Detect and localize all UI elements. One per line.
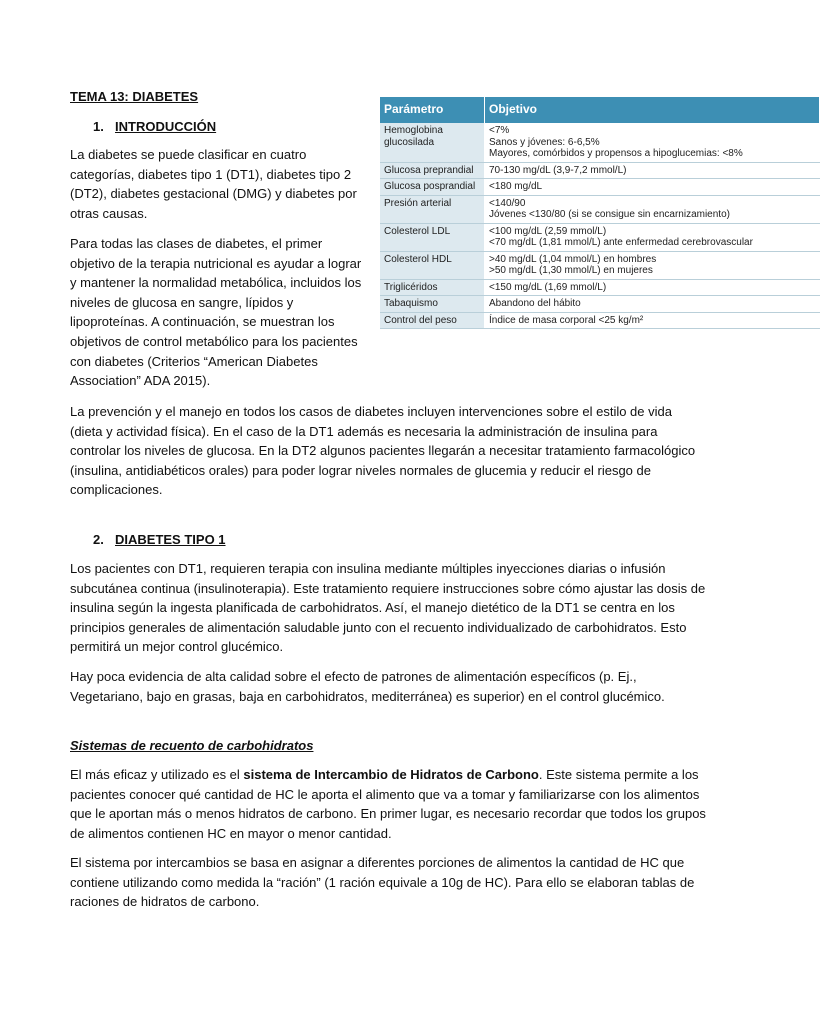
objective-cell — [485, 123, 820, 162]
param-cell — [380, 195, 485, 223]
carb-p1-pre: El más eficaz y utilizado es el — [70, 767, 244, 782]
document-title: TEMA 13: DIABETES — [70, 89, 199, 104]
carb-p1-bold: sistema de Intercambio de Hidratos de Carbono — [243, 767, 539, 782]
table-row — [380, 312, 820, 329]
param-cell — [380, 162, 485, 179]
table-header-param: Parámetro — [380, 97, 485, 123]
intro-paragraph-1: La diabetes se puede clasificar en cuatro categorías, diabetes tipo 1 (DT1), diabetes tipo 2 (DT2), diabetes gestacional (DMG) y diabetes por otras causas. — [70, 147, 357, 221]
objective-line: 70-130 mg/dL (3,9-7,2 mmol/L) — [489, 164, 627, 176]
objective-line: <100 mg/dL (2,59 mmol/L) — [489, 225, 607, 237]
dt1-paragraph-1: Los pacientes con DT1, requieren terapia con insulina mediante múltiples inyecciones diarias o infusión subcutánea continua (insulinoterapia). Este tratamiento requiere instrucciones sobre cómo ajustar las dosis de insulina según la ingesta planificada de carbohidratos. Así, el manejo dietético de la DT1 se centra en los principios generales de alimentación saludable junto con el recuento individualizado de carbohidratos. Esto permitirá un mejor control glucémico. — [70, 561, 706, 655]
subheading-carb-counting: Sistemas de recuento de carbohidratos — [70, 738, 314, 753]
table-header-objective: Objetivo — [485, 97, 820, 123]
table-row — [380, 223, 820, 251]
objective-cell — [485, 312, 820, 329]
objective-line: Sanos y jóvenes: 6-6,5% — [489, 136, 600, 148]
param-line: Glucosa preprandial — [384, 164, 474, 176]
param-cell — [380, 279, 485, 296]
objective-line: Abandono del hábito — [489, 298, 581, 309]
section-2-heading — [93, 530, 226, 550]
intro-paragraph-2: Para todas las clases de diabetes, el primer objetivo de la terapia nutricional es ayudar a lograr y mantener la normalidad metabólica, incluidos los niveles de glucosa en sangre, lípidos y lipoproteínas. A continuación, se muestran los objetivos de control metabólico para los pacientes con diabetes (Criterios “American Diabetes Association” ADA 2015). — [70, 236, 362, 389]
param-line: Presión arterial — [384, 197, 452, 209]
objective-cell — [485, 179, 820, 196]
objective-cell — [485, 279, 820, 296]
param-line: Tabaquismo — [384, 298, 438, 309]
table-row — [380, 123, 820, 162]
param-line: Triglicéridos — [384, 281, 438, 293]
section-number: 1. — [93, 119, 104, 134]
param-line: Hemoglobina — [384, 125, 443, 136]
objective-line: Mayores, comórbidos y propensos a hipoglucemias: <8% — [489, 148, 743, 159]
section-title: DIABETES TIPO 1 — [115, 532, 226, 547]
param-cell — [380, 251, 485, 279]
param-line: Glucosa posprandial — [384, 181, 476, 192]
objective-cell — [485, 296, 820, 313]
carb-p1-post: . Este sistema permite a los pacientes conocer qué cantidad de HC le aporta el alimento que va a tomar y familiarizarse con los alimentos que le aportan más o menos hidratos de carbono. En primer lugar, es necesario recordar que todos los grupos de alimentos contienen HC en mayor o menor cantidad. — [70, 767, 706, 841]
param-line: glucosilada — [384, 136, 435, 148]
carb-paragraph-1 — [70, 765, 706, 843]
objective-line: Jóvenes <130/80 (si se consigue sin encarnizamiento) — [489, 209, 730, 220]
table-row — [380, 279, 820, 296]
param-line: Colesterol LDL — [384, 225, 451, 237]
param-line: Control del peso — [384, 314, 457, 326]
objective-line: <150 mg/dL (1,69 mmol/L) — [489, 281, 607, 293]
objective-cell — [485, 162, 820, 179]
dt1-paragraph-2: Hay poca evidencia de alta calidad sobre el efecto de patrones de alimentación específicos (p. Ej., Vegetariano, bajo en grasas, baja en carbohidratos, mediterránea) es superior) en el control glucémico. — [70, 669, 665, 704]
param-cell — [380, 123, 485, 162]
table-row — [380, 162, 820, 179]
param-line: Colesterol HDL — [384, 253, 452, 265]
objective-cell — [485, 251, 820, 279]
objective-line: >40 mg/dL (1,04 mmol/L) en hombres — [489, 253, 657, 265]
param-cell — [380, 312, 485, 329]
table-row — [380, 251, 820, 279]
param-cell — [380, 223, 485, 251]
table-row — [380, 296, 820, 313]
targets-table — [380, 97, 820, 329]
param-cell — [380, 179, 485, 196]
param-cell — [380, 296, 485, 313]
table-row — [380, 195, 820, 223]
objective-line: >50 mg/dL (1,30 mmol/L) en mujeres — [489, 265, 653, 276]
objective-line: Índice de masa corporal <25 kg/m² — [489, 314, 644, 326]
objective-cell — [485, 195, 820, 223]
objective-line: <70 mg/dL (1,81 mmol/L) ante enfermedad cerebrovascular — [489, 237, 753, 248]
objective-line: <7% — [489, 125, 510, 136]
objective-line: <180 mg/dL — [489, 181, 543, 192]
intro-paragraph-3: La prevención y el manejo en todos los casos de diabetes incluyen intervenciones sobre el estilo de vida (dieta y actividad física). En el caso de la DT1 además es necesaria la administración de insulina para controlar los niveles de glucosa. En la DT2 algunos pacientes llegarán a necesitar tratamiento farmacológico (insulina, antidiabéticos orales) para poder lograr niveles normales de glucemia y reducir el riesgo de complicaciones. — [70, 404, 696, 498]
metabolic-targets-table — [380, 97, 753, 389]
section-title: INTRODUCCIÓN — [115, 119, 217, 134]
objective-line: <140/90 — [489, 197, 526, 209]
table-row — [380, 179, 820, 196]
carb-paragraph-2: El sistema por intercambios se basa en asignar a diferentes porciones de alimentos la cantidad de HC que contiene utilizando como medida la “ración” (1 ración equivale a 10g de HC). Para ello se elaboran tablas de raciones de hidratos de carbono. — [70, 855, 695, 910]
objective-cell — [485, 223, 820, 251]
section-number: 2. — [93, 532, 104, 547]
section-1-heading — [93, 117, 216, 137]
